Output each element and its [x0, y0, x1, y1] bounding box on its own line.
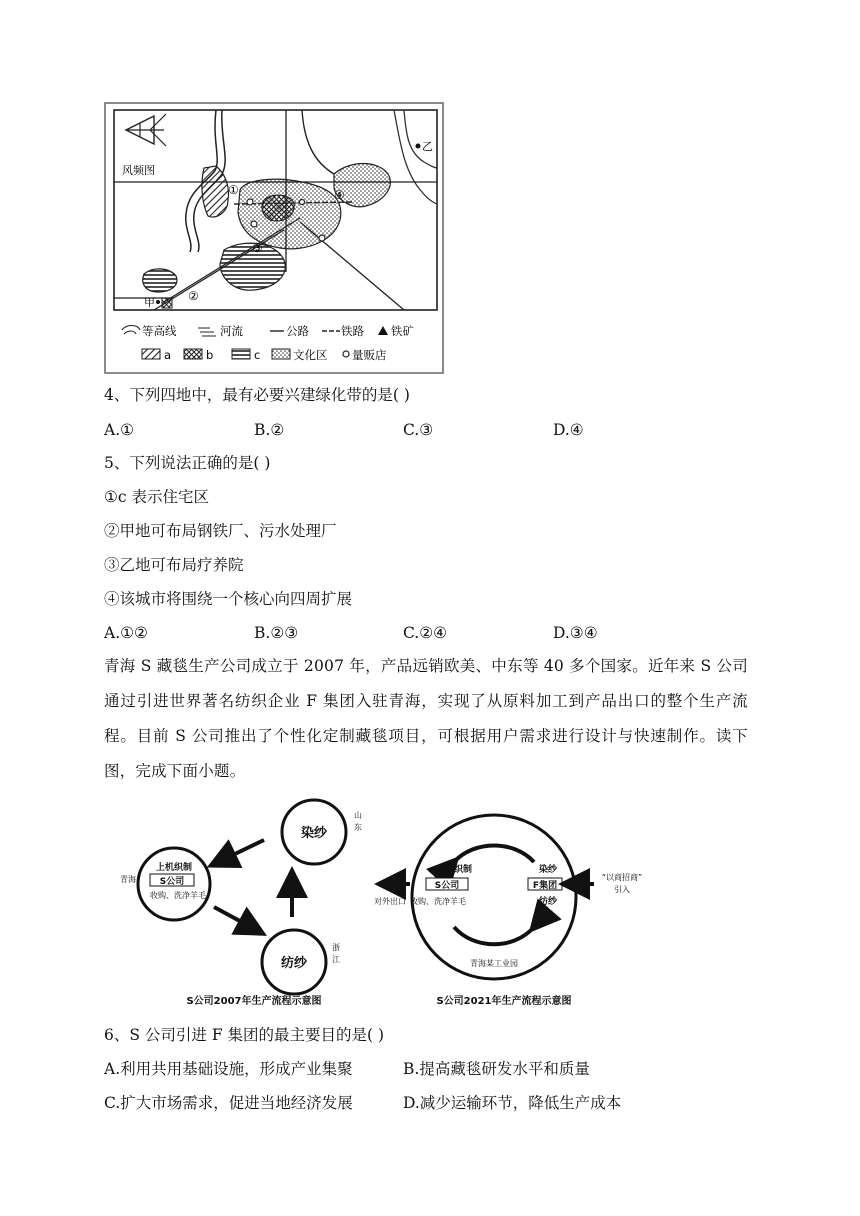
q4-option-d[interactable]: D.④: [553, 421, 584, 439]
legend-contour: 等高线: [142, 324, 177, 338]
left-dye: 染纱: [300, 826, 328, 841]
left-company: S公司: [159, 877, 185, 887]
left-spin-place-2: 江: [332, 955, 340, 964]
q5-statement-2: ②甲地可布局钢铁厂、污水处理厂: [104, 522, 337, 540]
q6-option-a[interactable]: A.利用共用基础设施，形成产业集聚: [104, 1060, 353, 1078]
left-center-bottom: 收购、洗净羊毛: [150, 891, 206, 900]
mark-1: ①: [228, 183, 239, 197]
mark-3: ③: [252, 241, 263, 255]
right-export: 对外出口: [374, 897, 406, 906]
q5-option-b[interactable]: B.②③: [254, 624, 299, 642]
right-caption: S公司2021年生产流程示意图: [436, 996, 572, 1007]
city-map-figure: [104, 102, 444, 374]
legend-store: 量贩店: [352, 348, 387, 362]
q4-stem: 4、下列四地中，最有必要兴建绿化带的是( ): [104, 386, 410, 404]
q4-option-a[interactable]: A.①: [104, 421, 135, 439]
legend-railway: 铁路: [341, 324, 364, 338]
left-caption: S公司2007年生产流程示意图: [186, 996, 322, 1007]
left-center-top: 上机织制: [155, 863, 193, 873]
q5-statement-4: ④该城市将围绕一个核心向四周扩展: [104, 590, 353, 608]
left-qinghai: 青海: [120, 875, 136, 884]
legend-c: c: [254, 348, 261, 362]
production-flow-figure: [104, 792, 649, 1010]
right-dye: 染纱: [538, 865, 558, 875]
right-company: S公司: [434, 881, 460, 891]
mark-2: ②: [188, 289, 199, 303]
q5-stem: 5、下列说法正确的是( ): [104, 454, 271, 472]
q5-option-c[interactable]: C.②④: [403, 624, 448, 642]
left-dye-place-2: 东: [354, 823, 362, 832]
q4-option-c[interactable]: C.③: [403, 421, 434, 439]
right-spin: 纺纱: [538, 897, 558, 907]
q6-option-d[interactable]: D.减少运输环节，降低生产成本: [403, 1094, 622, 1112]
right-group: F集团: [532, 881, 558, 891]
right-weave: 上机织制: [435, 865, 473, 875]
q5-statement-3: ③乙地可布局疗养院: [104, 556, 244, 574]
legend-highway: 公路: [286, 324, 309, 338]
legend-iron-mine: 铁矿: [391, 324, 414, 338]
q5-option-a[interactable]: A.①②: [104, 624, 148, 642]
left-dye-place-1: 山: [354, 811, 362, 820]
mark-4: ④: [334, 188, 345, 202]
wind-label: 风频图: [122, 164, 155, 177]
right-wool: 收购、洗净羊毛: [410, 897, 466, 906]
place-jia: 甲: [144, 296, 155, 309]
legend-a: a: [164, 348, 172, 362]
right-introduce-quote: “以商招商”: [601, 873, 643, 882]
q5-option-d[interactable]: D.③④: [553, 624, 598, 642]
legend-culture: 文化区: [293, 348, 328, 362]
left-spin-place-1: 浙: [332, 943, 340, 952]
q6-option-c[interactable]: C.扩大市场需求，促进当地经济发展: [104, 1094, 353, 1112]
right-introduce: 引入: [614, 885, 630, 894]
left-spin: 纺纱: [280, 956, 308, 971]
right-park: 青海某工业园: [470, 959, 518, 968]
q6-option-b[interactable]: B.提高藏毯研发水平和质量: [403, 1060, 590, 1078]
q4-option-b[interactable]: B.②: [254, 421, 285, 439]
legend-b: b: [206, 348, 214, 362]
q6-stem: 6、S 公司引进 F 集团的最主要目的是( ): [104, 1026, 385, 1044]
legend-river: 河流: [220, 324, 243, 338]
place-yi: 乙: [422, 140, 433, 153]
passage-text: 青海 S 藏毯生产公司成立于 2007 年，产品远销欧美、中东等 40 多个国家。近年来 S 公司通过引进世界著名纺织企业 F 集团入驻青海，实现了从原料加工到产品出口的整个生产流程。目前 S 公司推出了个性化定制藏毯项目，可根据用户需求进行设计与快速制作。读下图，完成下面小题。: [104, 657, 748, 780]
q5-statement-1: ①c 表示住宅区: [104, 488, 210, 506]
